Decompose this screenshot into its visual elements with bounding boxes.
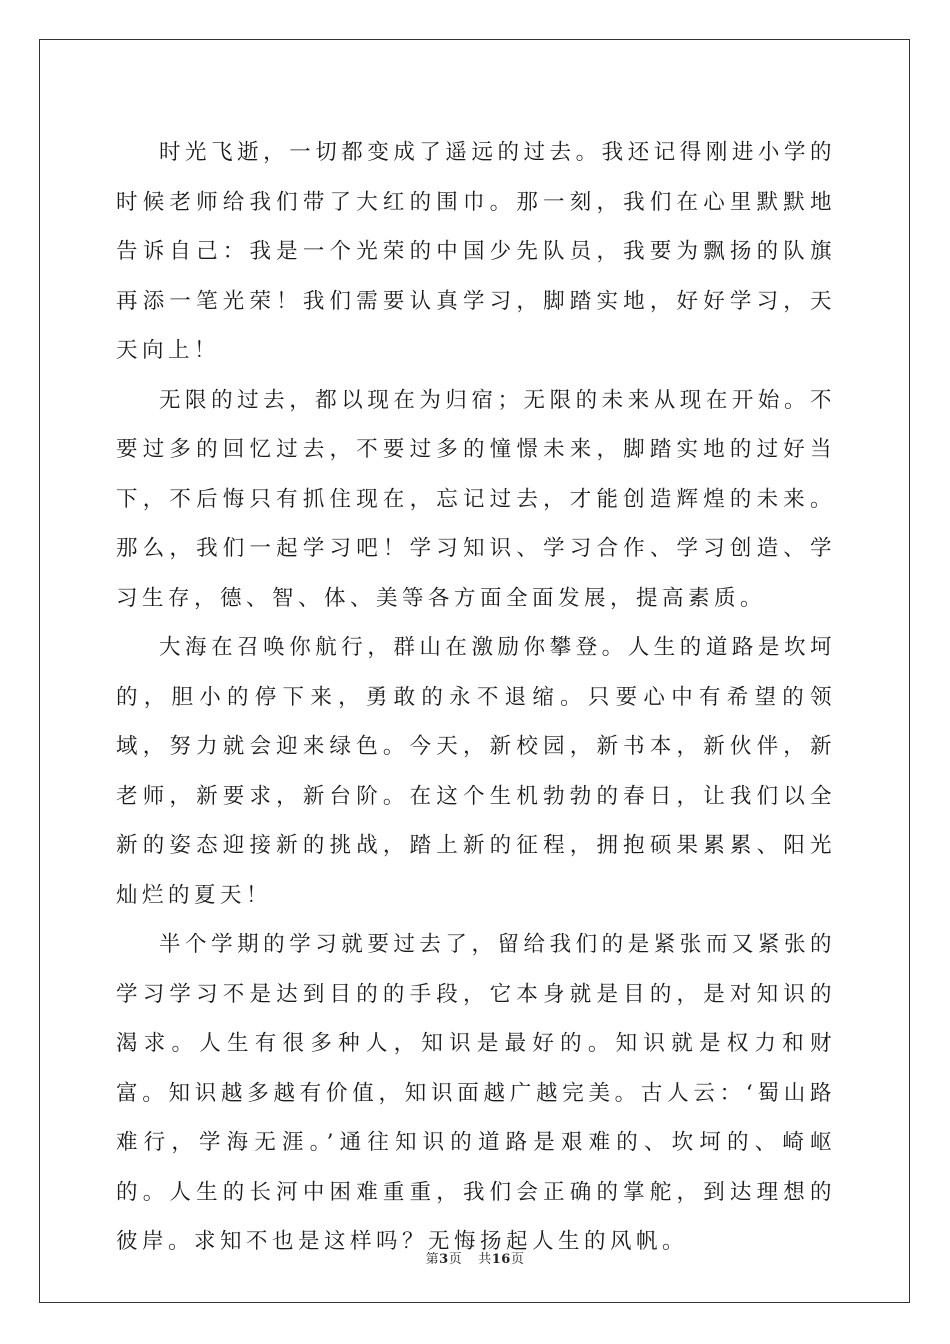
document-body	[116, 128, 836, 1267]
page-prefix: 第	[425, 1252, 440, 1267]
total-suffix: 页	[510, 1252, 525, 1267]
paragraph-4: 半个学期的学习就要过去了，留给我们的是紧张而又紧张的学习学习不是达到目的的手段，它本身就是目的，是对知识的渴求。人生有很多种人，知识是最好的。知识就是权力和财富。知识越多越有价值，知识面越广越完美。古人云：‘蜀山路难行，学海无涯。’通往知识的道路是艰难的、坎坷的、崎岖的。人生的长河中困难重重，我们会正确的掌舵，到达理想的彼岸。求知不也是这样吗？无悔扬起人生的风帆。	[116, 932, 836, 1254]
paragraph-2: 无限的过去，都以现在为归宿；无限的未来从现在开始。不要过多的回忆过去，不要过多的憧憬未来，脚踏实地的过好当下，不后悔只有抓住现在，忘记过去，才能创造辉煌的未来。那么，我们一起学习吧！学习知识、学习合作、学习创造、学习生存，德、智、体、美等各方面全面发展，提高素质。	[116, 387, 836, 611]
paragraph-1: 时光飞逝，一切都变成了遥远的过去。我还记得刚进小学的时候老师给我们带了大红的围巾。那一刻，我们在心里默默地告诉自己：我是一个光荣的中国少先队员，我要为飘扬的队旗再添一笔光荣！我们需要认真学习，脚踏实地，好好学习，天天向上！	[116, 140, 836, 363]
page-footer	[0, 1248, 950, 1267]
total-prefix: 共	[478, 1252, 492, 1267]
total-pages: 16	[491, 1252, 511, 1267]
page-number: 3	[439, 1252, 449, 1267]
page-suffix: 页	[448, 1252, 463, 1267]
paragraph-3: 大海在召唤你航行，群山在激励你攀登。人生的道路是坎坷的，胆小的停下来，勇敢的永不退缩。只要心中有希望的领域，努力就会迎来绿色。今天，新校园，新书本，新伙伴，新老师，新要求，新台阶。在这个生机勃勃的春日，让我们以全新的姿态迎接新的挑战，踏上新的征程，拥抱硕果累累、阳光灿烂的夏天！	[116, 635, 836, 908]
